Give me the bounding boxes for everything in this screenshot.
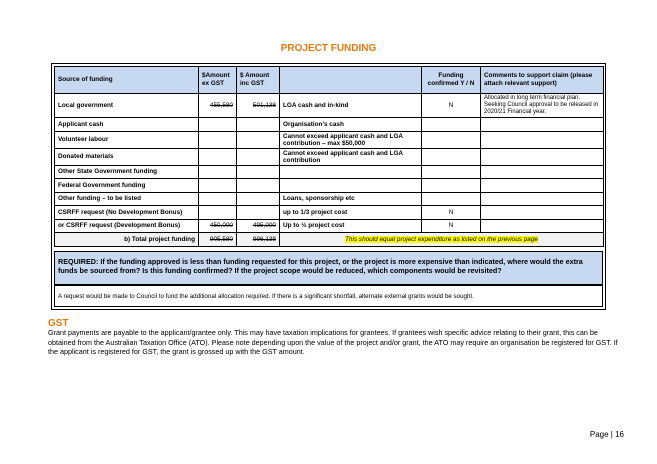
- row-inc-gst: [237, 148, 280, 165]
- row-comments: [481, 165, 604, 179]
- row-description: [280, 165, 422, 179]
- table-row: [55, 192, 604, 206]
- row-comments: [481, 219, 604, 233]
- row-source: or CSRFF request (Development Bonus): [55, 219, 199, 233]
- row-ex-gst: 450,000: [199, 219, 237, 233]
- row-source: Volunteer labour: [55, 131, 199, 148]
- row-source: CSRFF request (No Development Bonus): [55, 206, 199, 220]
- row-confirmed: [422, 192, 481, 206]
- row-description: up to 1/3 project cost: [280, 206, 422, 220]
- row-inc-gst: [237, 179, 280, 193]
- table-header-row: [55, 67, 604, 94]
- row-source: Local government: [55, 94, 199, 118]
- row-confirmed: [422, 148, 481, 165]
- total-row: [55, 233, 604, 247]
- funding-table: [54, 66, 604, 247]
- table-row: [55, 206, 604, 220]
- row-ex-gst: 455,580: [199, 94, 237, 118]
- total-note: This should equal project expenditure as listed on the previous page: [345, 235, 538, 243]
- row-ex-gst: [199, 192, 237, 206]
- gst-heading: GST: [48, 318, 69, 329]
- row-source: Applicant cash: [55, 118, 199, 132]
- row-inc-gst: [237, 118, 280, 132]
- row-confirmed: N: [422, 94, 481, 118]
- row-description: LGA cash and in-kind: [280, 94, 422, 118]
- total-label: b) Total project funding: [55, 233, 199, 247]
- row-source: Donated materials: [55, 148, 199, 165]
- row-ex-gst: [199, 131, 237, 148]
- row-confirmed: N: [422, 219, 481, 233]
- header-source: Source of funding: [55, 67, 199, 94]
- table-row: [55, 179, 604, 193]
- table-row: [55, 94, 604, 118]
- header-description: [280, 67, 422, 94]
- row-confirmed: [422, 118, 481, 132]
- header-ex-gst: $Amount ex GST: [199, 67, 237, 94]
- row-inc-gst: 495,000: [237, 219, 280, 233]
- required-response: A request would be made to Council to fund the additional allocation required. If there is a significant shortfall, alternate external grants would be sought.: [54, 285, 603, 307]
- table-row: [55, 148, 604, 165]
- row-comments: [481, 206, 604, 220]
- row-description: [280, 179, 422, 193]
- row-inc-gst: 501,138: [237, 94, 280, 118]
- row-description: Cannot exceed applicant cash and LGA contribution: [280, 148, 422, 165]
- row-description: Loans, sponsorship etc: [280, 192, 422, 206]
- gst-paragraph: Grant payments are payable to the applicant/grantee only. This may have taxation implications for grantees. If grantees wish specific advice relating to their grant, this can be obtained from the Australian Taxation Office (ATO). Please note depending upon the value of the project and/or grant, the ATO may require an organisation be registered for GST. If the applicant is registered for GST, the grant is grossed up with the GST amount.: [48, 328, 618, 356]
- row-comments: [481, 179, 604, 193]
- row-ex-gst: [199, 118, 237, 132]
- total-inc-gst: 996,138: [237, 233, 280, 247]
- row-comments: [481, 118, 604, 132]
- row-comments: [481, 148, 604, 165]
- header-confirmed: Funding confirmed Y / N: [422, 67, 481, 94]
- table-row: [55, 219, 604, 233]
- row-confirmed: [422, 131, 481, 148]
- row-confirmed: [422, 165, 481, 179]
- row-inc-gst: [237, 165, 280, 179]
- table-row: [55, 131, 604, 148]
- total-note-cell: [280, 233, 604, 247]
- row-ex-gst: [199, 148, 237, 165]
- row-inc-gst: [237, 131, 280, 148]
- row-source: Other funding – to be listed: [55, 192, 199, 206]
- page-number: Page | 16: [589, 430, 624, 439]
- row-ex-gst: [199, 179, 237, 193]
- row-inc-gst: [237, 206, 280, 220]
- row-comments: Allocated in long term financial plan. Seeking Council approval to be released in 2020/21 Financial year.: [481, 94, 604, 118]
- row-source: Federal Government funding: [55, 179, 199, 193]
- row-confirmed: N: [422, 206, 481, 220]
- row-comments: [481, 192, 604, 206]
- row-comments: [481, 131, 604, 148]
- page-title: PROJECT FUNDING: [280, 43, 377, 54]
- header-comments: Comments to support claim (please attach relevant support): [481, 67, 604, 94]
- row-description: Cannot exceed applicant cash and LGA contribution – max $50,000: [280, 131, 422, 148]
- required-question: REQUIRED: If the funding approved is less than funding requested for this project, or the project is more expensive than indicated, where would the extra funds be sourced from? Is this funding confirmed? If the project scope would be reduced, which components would be revisited?: [54, 251, 603, 285]
- row-ex-gst: [199, 206, 237, 220]
- row-description: Organisation’s cash: [280, 118, 422, 132]
- row-source: Other State Government funding: [55, 165, 199, 179]
- table-row: [55, 165, 604, 179]
- row-confirmed: [422, 179, 481, 193]
- header-inc-gst: $ Amount inc GST: [237, 67, 280, 94]
- row-ex-gst: [199, 165, 237, 179]
- total-ex-gst: 905,580: [199, 233, 237, 247]
- table-row: [55, 118, 604, 132]
- row-inc-gst: [237, 192, 280, 206]
- row-description: Up to ½ project cost: [280, 219, 422, 233]
